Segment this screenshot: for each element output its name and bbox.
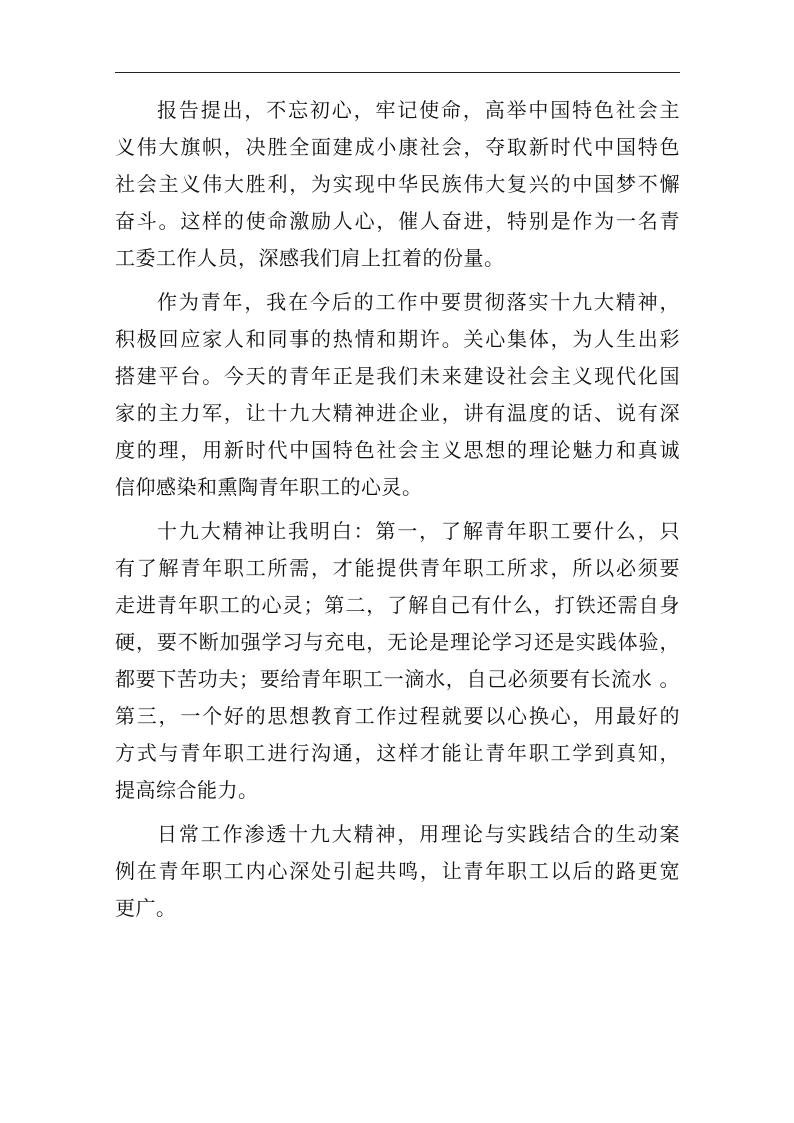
paragraph-1 xyxy=(115,92,680,277)
paragraph-line: 义伟大旗帜，决胜全面建成小康社会，夺取新时代中国特色 xyxy=(115,135,680,159)
paragraph-line: 有了解青年职工所需，才能提供青年职工所求，所以必须要 xyxy=(115,556,680,580)
paragraph-line: 报告提出，不忘初心，牢记使命，高举中国特色社会主 xyxy=(157,98,680,122)
paragraph-line: 十九大精神让我明白：第一，了解青年职工要什么，只 xyxy=(157,519,680,543)
paragraph-line: 工委工作人员，深感我们肩上扛着的份量。 xyxy=(115,246,505,270)
paragraph-line: 第三，一个好的思想教育工作过程就要以心换心，用最好的 xyxy=(115,704,680,728)
paragraph-line: 信仰感染和熏陶青年职工的心灵。 xyxy=(115,475,423,499)
document-body xyxy=(115,92,680,927)
paragraph-line: 走进青年职工的心灵；第二，了解自己有什么，打铁还需自身 xyxy=(115,593,680,617)
paragraph-line: 积极回应家人和同事的热情和期许。关心集体，为人生出彩 xyxy=(115,327,680,351)
paragraph-line: 更广。 xyxy=(115,896,177,920)
paragraph-line: 例在青年职工内心深处引起共鸣，让青年职工以后的路更宽 xyxy=(115,859,680,883)
paragraph-line: 奋斗。这样的使命激励人心，催人奋进，特别是作为一名青 xyxy=(115,209,680,233)
paragraph-line: 家的主力军，让十九大精神进企业，讲有温度的话、说有深 xyxy=(115,401,680,425)
paragraph-line: 方式与青年职工进行沟通，这样才能让青年职工学到真知， xyxy=(115,741,680,765)
paragraph-line: 搭建平台。今天的青年正是我们未来建设社会主义现代化国 xyxy=(115,364,680,388)
paragraph-line: 社会主义伟大胜利，为实现中华民族伟大复兴的中国梦不懈 xyxy=(115,172,680,196)
paragraph-line: 度的理，用新时代中国特色社会主义思想的理论魅力和真诚 xyxy=(115,438,680,462)
paragraph-4 xyxy=(115,816,680,927)
paragraph-line: 作为青年，我在今后的工作中要贯彻落实十九大精神， xyxy=(157,290,680,314)
paragraph-spacer xyxy=(115,506,680,513)
paragraph-3 xyxy=(115,513,680,809)
header-rule xyxy=(115,72,680,73)
paragraph-line: 提高综合能力。 xyxy=(115,778,259,802)
paragraph-2 xyxy=(115,284,680,506)
paragraph-line: 都要下苦功夫；要给青年职工一滴水，自己必须要有长流水 。 xyxy=(115,667,680,691)
paragraph-spacer xyxy=(115,809,680,816)
paragraph-spacer xyxy=(115,277,680,284)
paragraph-line: 硬，要不断加强学习与充电，无论是理论学习还是实践体验， xyxy=(115,630,680,654)
paragraph-line: 日常工作渗透十九大精神，用理论与实践结合的生动案 xyxy=(157,822,680,846)
